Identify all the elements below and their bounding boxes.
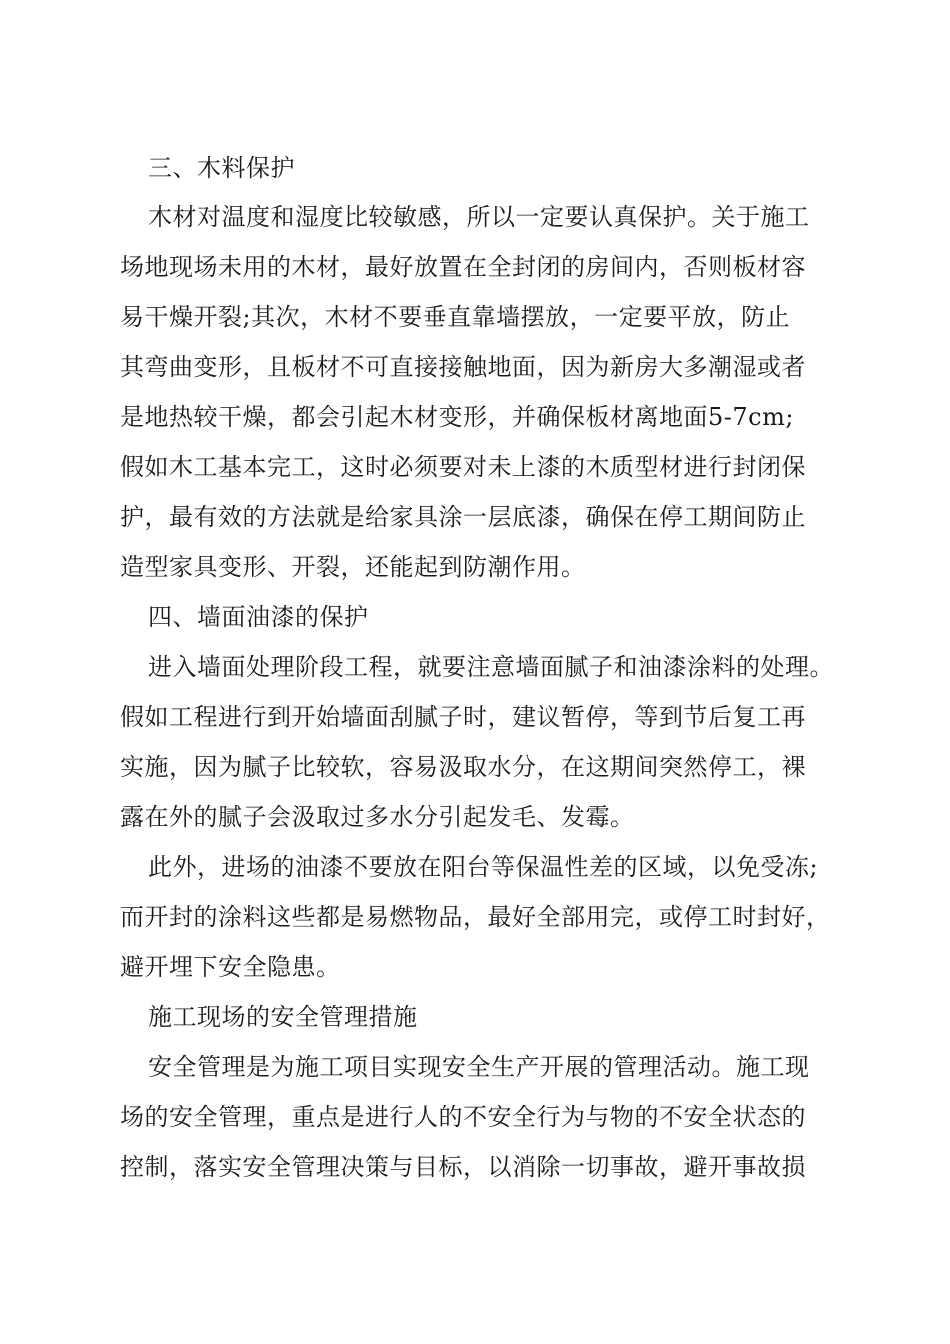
paragraph-line: 露在外的腻子会汲取过多水分引起发毛、发霉。	[120, 803, 635, 831]
paragraph-line: 造型家具变形、开裂，还能起到防潮作用。	[120, 553, 586, 581]
paragraph-line: 而开封的涂料这些都是易燃物品，最好全部用完，或停工时封好，	[120, 903, 831, 931]
paragraph-line: 假如工程进行到开始墙面刮腻子时，建议暂停，等到节后复工再	[120, 703, 806, 731]
paragraph-line: 此外，进场的油漆不要放在阳台等保温性差的区域，以免受冻;	[148, 853, 819, 881]
paragraph-line: 场地现场未用的木材，最好放置在全封闭的房间内，否则板材容	[120, 253, 806, 281]
paragraph-line: 护，最有效的方法就是给家具涂一层底漆，确保在停工期间防止	[120, 503, 806, 531]
paragraph-line: 其弯曲变形，且板材不可直接接触地面，因为新房大多潮湿或者	[120, 353, 806, 381]
heading-site-safety-management: 施工现场的安全管理措施	[148, 1003, 418, 1031]
heading-wood-protection: 三、木料保护	[148, 154, 295, 182]
paragraph-line: 进入墙面处理阶段工程，就要注意墙面腻子和油漆涂料的处理。	[148, 653, 834, 681]
paragraph-line: 实施，因为腻子比较软，容易汲取水分，在这期间突然停工，裸	[120, 753, 806, 781]
paragraph-line: 木材对温度和湿度比较敏感，所以一定要认真保护。关于施工	[148, 203, 810, 231]
heading-wall-paint-protection: 四、墙面油漆的保护	[148, 603, 369, 631]
paragraph-line: 场的安全管理，重点是进行人的不安全行为与物的不安全状态的	[120, 1103, 806, 1131]
paragraph-line: 安全管理是为施工项目实现安全生产开展的管理活动。施工现	[148, 1053, 810, 1081]
paragraph-line: 假如木工基本完工，这时必须要对未上漆的木质型材进行封闭保	[120, 453, 806, 481]
paragraph-line: 控制，落实安全管理决策与目标，以消除一切事故，避开事故损	[120, 1153, 806, 1181]
paragraph-line: 是地热较干燥，都会引起木材变形，并确保板材离地面5-7cm;	[120, 403, 794, 431]
paragraph-line: 易干燥开裂;其次，木材不要垂直靠墙摆放，一定要平放，防止	[120, 303, 791, 331]
paragraph-line: 避开埋下安全隐患。	[120, 953, 341, 981]
